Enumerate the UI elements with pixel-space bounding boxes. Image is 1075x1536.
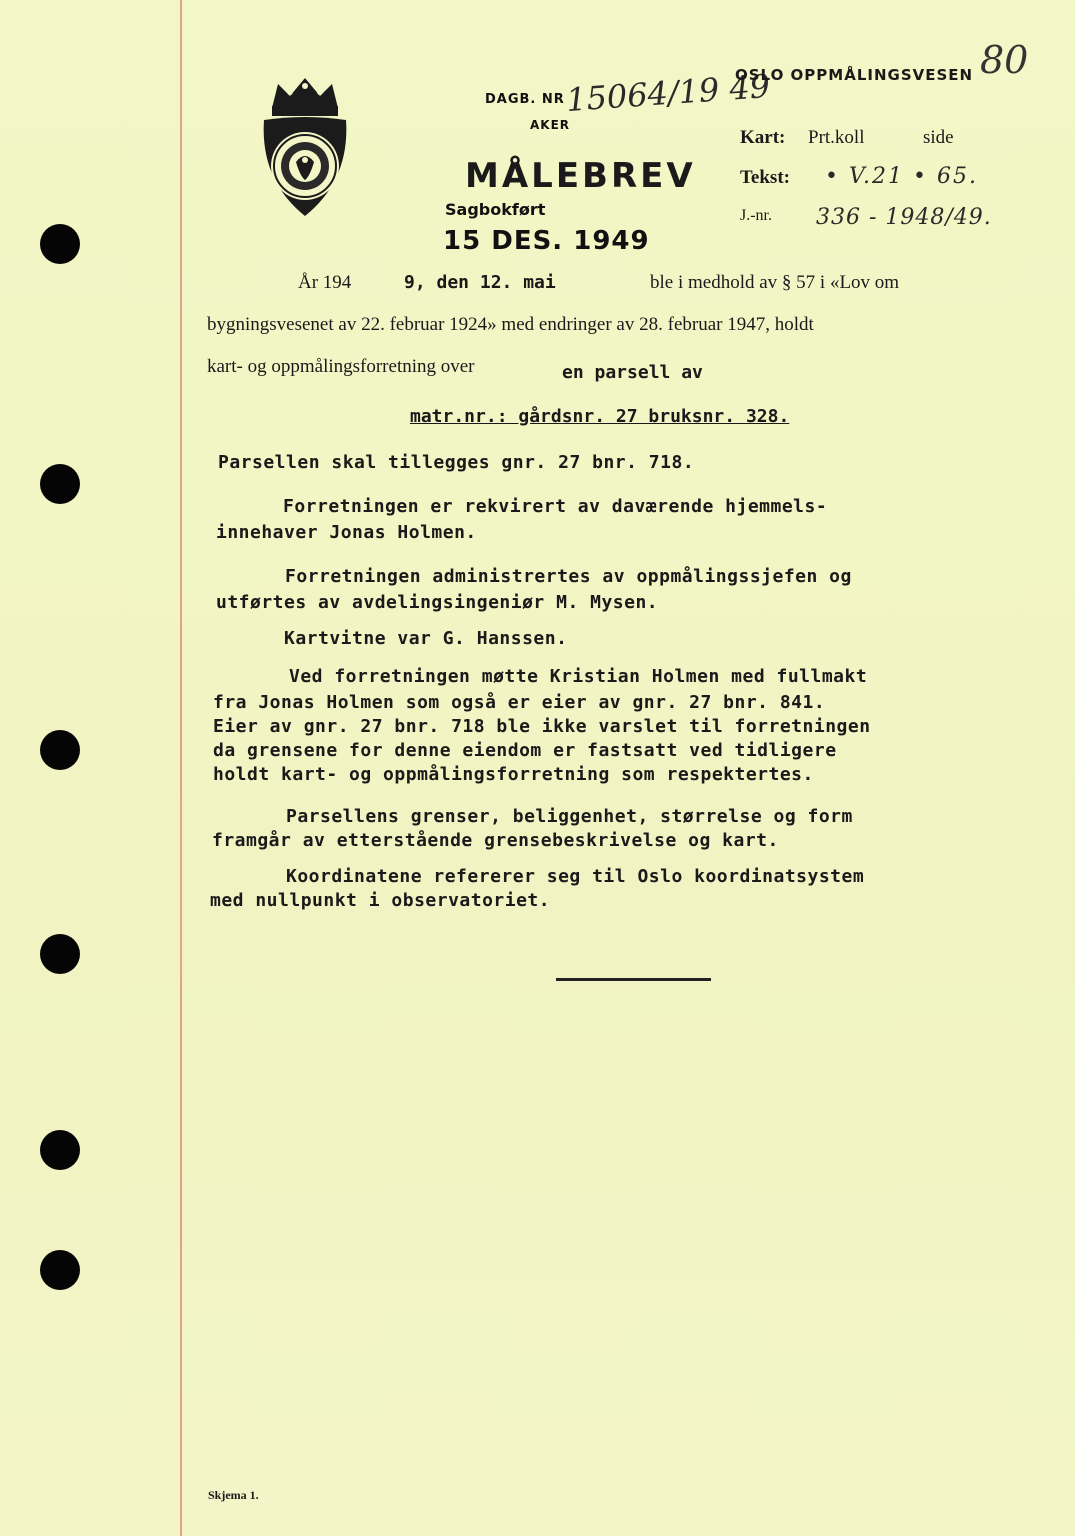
jnr-value: 336 - 1948/49. bbox=[816, 205, 992, 230]
paragraph-text: Kartvitne var G. Hanssen. bbox=[284, 628, 568, 649]
paragraph-text: Koordinatene refererer seg til Oslo koordinatsystem bbox=[286, 866, 865, 887]
oslo-seal-icon bbox=[250, 70, 360, 220]
paragraph-text: da grensene for denne eiendom er fastsatt ved tidligere bbox=[213, 740, 837, 761]
punch-hole bbox=[40, 224, 80, 264]
tekst-label: Tekst: bbox=[740, 167, 790, 188]
body-line-1-post: ble i medhold av § 57 i «Lov om bbox=[650, 272, 900, 293]
paragraph-text: framgår av etterstående grensebeskrivelse og kart. bbox=[212, 830, 779, 851]
kart-value: Prt.koll bbox=[808, 127, 865, 148]
paragraph-text: Eier av gnr. 27 bnr. 718 ble ikke varslet til forretningen bbox=[213, 716, 871, 737]
district-label: AKER bbox=[530, 118, 571, 132]
document-title: MÅLEBREV bbox=[465, 156, 696, 196]
body-line-3: kart- og oppmålingsforretning over bbox=[207, 356, 475, 377]
paragraph-text: utførtes av avdelingsingeniør M. Mysen. bbox=[216, 592, 659, 613]
form-label: Skjema 1. bbox=[208, 1488, 259, 1502]
paragraph-text: Ved forretningen møtte Kristian Holmen med fullmakt bbox=[289, 666, 868, 687]
matrikkel-line: matr.nr.: gårdsnr. 27 bruksnr. 328. bbox=[410, 406, 790, 427]
organization-name: OSLO OPPMÅLINGSVESEN bbox=[735, 66, 974, 84]
paragraph-text: holdt kart- og oppmålingsforretning som respektertes. bbox=[213, 764, 814, 785]
paragraph-text: Parsellen skal tillegges gnr. 27 bnr. 718. bbox=[218, 452, 695, 473]
punch-hole bbox=[40, 1250, 80, 1290]
jnr-label: J.-nr. bbox=[740, 207, 772, 224]
page-number: 80 bbox=[980, 38, 1029, 82]
punch-hole bbox=[40, 464, 80, 504]
paragraph-text: Forretningen er rekvirert av daværende hjemmels- bbox=[283, 496, 828, 517]
punch-hole bbox=[40, 934, 80, 974]
kart-side-label: side bbox=[923, 127, 954, 148]
stamp-label: Sagbokført bbox=[445, 200, 546, 219]
punch-hole bbox=[40, 1130, 80, 1170]
paragraph-text: innehaver Jonas Holmen. bbox=[216, 522, 477, 543]
end-separator bbox=[556, 978, 711, 981]
paragraph-text: fra Jonas Holmen som også er eier av gnr. 27 bnr. 841. bbox=[213, 692, 826, 713]
paragraph-text: Parsellens grenser, beliggenhet, størrelse og form bbox=[286, 806, 853, 827]
body-line-1-typed: 9, den 12. mai bbox=[404, 272, 556, 293]
punch-hole bbox=[40, 730, 80, 770]
date-stamp: 15 DES. 1949 bbox=[443, 226, 650, 256]
margin-rule bbox=[180, 0, 182, 1536]
body-line-2: bygningsvesenet av 22. februar 1924» med endringer av 28. februar 1947, holdt bbox=[207, 314, 814, 335]
paragraph-text: med nullpunkt i observatoriet. bbox=[210, 890, 551, 911]
kart-label: Kart: bbox=[740, 127, 786, 148]
paragraph-text: Forretningen administrertes av oppmålingssjefen og bbox=[285, 566, 852, 587]
body-line-1-pre: År 194 bbox=[298, 272, 352, 293]
dagb-number: 15064/19 49 bbox=[564, 66, 772, 120]
dagb-label: DAGB. NR bbox=[485, 92, 565, 107]
tekst-value: • V.21 • 65. bbox=[825, 164, 978, 189]
body-line-3-typed: en parsell av bbox=[562, 362, 703, 383]
